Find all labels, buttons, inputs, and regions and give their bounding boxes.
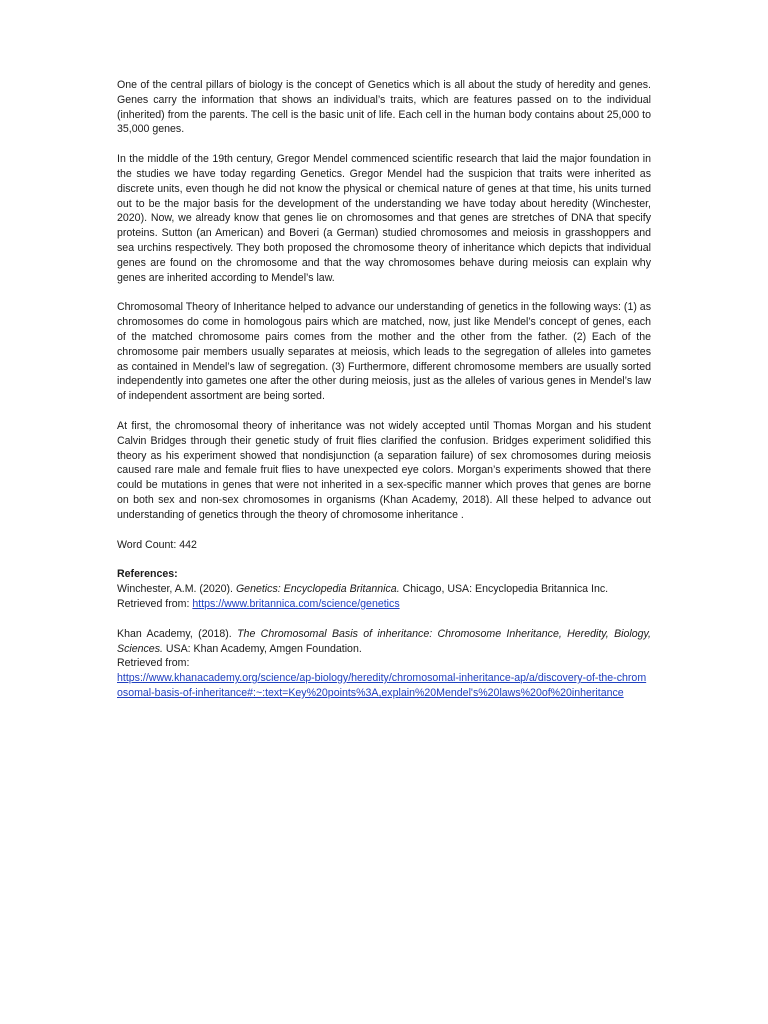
reference-link[interactable]: https://www.khanacademy.org/science/ap-biology/heredity/chromosomal-inheritance-ap/a/discovery-of-the-chromosomal-basis-of-inheritance#:~:text=Key%20points%3A,explain%20Mendel's%20laws%20of%20inheritance xyxy=(117,672,647,699)
paragraph-morgan: At first, the chromosomal theory of inheritance was not widely accepted until Thomas Morgan and his student Calvin Bridges through their genetic study of fruit flies clarified the confusion. Bridges experiment solidified this theory as his experiment showed that nondisjunction (a separation failure) of sex chromosomes during meiosis caused rare male and female fruit flies to have unexpected eye colors. Morgan’s experiments showed that there could be mutations in genes that were not inherited in a sex-specific manner which proves that genes are borne on both sex and non-sex chromosomes in organisms (Khan Academy, 2018). All these helped to advance out understanding of genetics through the theory of chromosome inheritance . xyxy=(117,419,651,521)
reference-title: Genetics: Encyclopedia Britannica. xyxy=(235,583,400,596)
reference-item xyxy=(117,627,651,701)
reference-citation xyxy=(117,627,651,657)
paragraph-mendel: In the middle of the 19th century, Gregor Mendel commenced scientific research that laid the major foundation in the studies we have today regarding Genetics. Gregor Mendel had the suspicion that traits were inherited as discrete units, even though he did not know the physical or chemical nature of genes at that time, his units turned out to be the major basis for the development of the understanding we have today about heredity (Winchester, 2020). Now, we already know that genes lie on chromosomes and that genes are stretches of DNA that specify proteins. Sutton (an American) and Boveri (a German) studied chromosomes and meiosis in grasshoppers and sea urchins respectively. They both proposed the chromosome theory of inheritance which depicts that individual genes are found on the chromosome and that the way chromosomes behave during meiosis can explain why genes are inherited according to Mendel’s law. xyxy=(117,153,651,284)
reference-retrieved xyxy=(117,671,651,701)
reference-publisher: USA: Khan Academy, Amgen Foundation. xyxy=(162,642,362,655)
reference-author: Winchester, A.M. (2020). xyxy=(117,583,236,596)
retrieved-label: Retrieved from: xyxy=(117,657,190,670)
document-page xyxy=(117,78,651,716)
paragraph-intro: One of the central pillars of biology is the concept of Genetics which is all about the study of heredity and genes. Genes carry the information that shows an individual’s traits, which are features passed on to the individual (inherited) from the parents. The cell is the basic unit of life. Each cell in the human body contains about 25,000 to 35,000 genes. xyxy=(117,79,651,136)
paragraph-chromosomal-theory: Chromosomal Theory of Inheritance helped to advance our understanding of genetics in the following ways: (1) as chromosomes do come in homologous pairs which are matched, now, just like Mendel’s concept of genes, each of the matched chromosome pairs comes from the mother and the other from the father. (2) Each of the chromosome pair members usually separates at meiosis, which leads to the segregation of alleles into gametes as contained in Mendel’s law of segregation. (3) Furthermore, different chromosome members are usually sorted independently into gametes one after the other during meiosis, just as the alleles of various genes in Mendel’s law of independent assortment are being sorted. xyxy=(117,301,651,403)
reference-retrieved xyxy=(117,597,651,612)
reference-publisher: Chicago, USA: Encyclopedia Britannica Inc. xyxy=(399,583,609,596)
references-heading: References: xyxy=(117,568,178,581)
reference-link[interactable]: https://www.britannica.com/science/genetics xyxy=(192,597,400,610)
retrieved-label: Retrieved from: xyxy=(117,597,193,610)
reference-title: The Chromosomal Basis of inheritance: Chromosome Inheritance, Heredity, Biology, Sciences. xyxy=(117,627,651,655)
reference-author: Khan Academy, (2018). xyxy=(117,627,238,640)
reference-citation xyxy=(117,582,651,597)
reference-item xyxy=(117,582,651,612)
word-count: Word Count: 442 xyxy=(117,538,197,551)
